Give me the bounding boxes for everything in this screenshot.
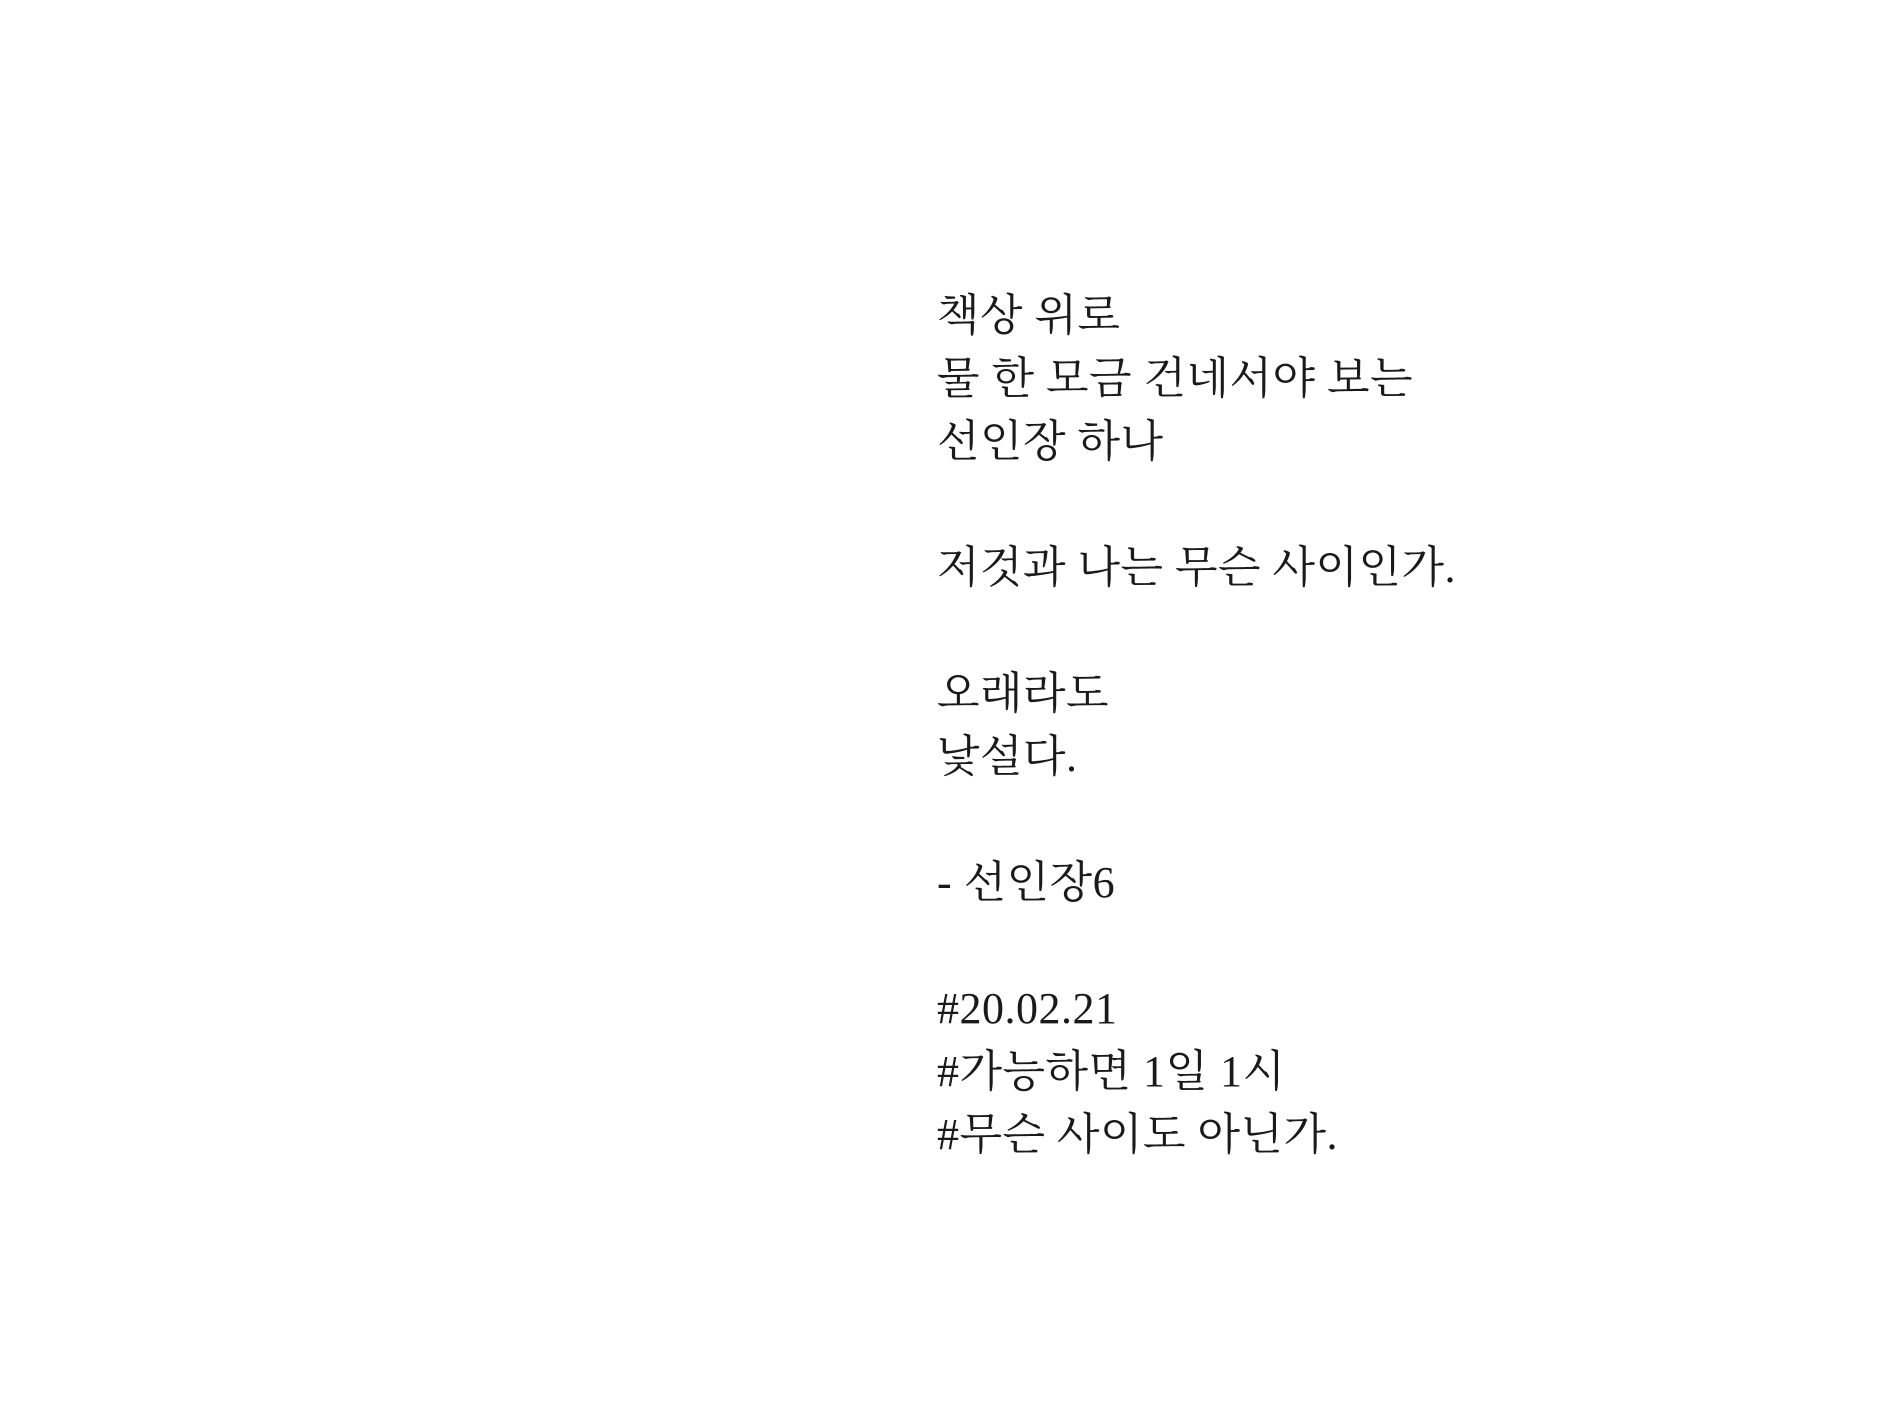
hashtag-group [937,977,1456,1166]
stanza-spacer [937,914,1456,977]
poem-line: 책상 위로 [937,291,1121,340]
poem-stanza-3 [937,662,1456,788]
hashtag-line: #가능하면 1일 1시 [937,1047,1286,1096]
hashtag-line: #무슨 사이도 아닌가. [937,1110,1339,1159]
poem-line: 낯설다. [937,732,1078,781]
poem-stanza-2 [937,536,1456,599]
stanza-spacer [937,788,1456,851]
poem-line: 물 한 모금 건네서야 보는 [937,354,1414,403]
poem-stanza-1 [937,284,1456,473]
poem-text-block [937,284,1456,1166]
poem-line: 오래라도 [937,669,1110,718]
stanza-spacer [937,473,1456,536]
poem-attribution: - 선인장6 [937,858,1116,907]
hashtag-line: #20.02.21 [937,984,1118,1033]
stanza-spacer [937,599,1456,662]
poem-line: 저것과 나는 무슨 사이인가. [937,543,1457,592]
poem-line: 선인장 하나 [937,417,1164,466]
